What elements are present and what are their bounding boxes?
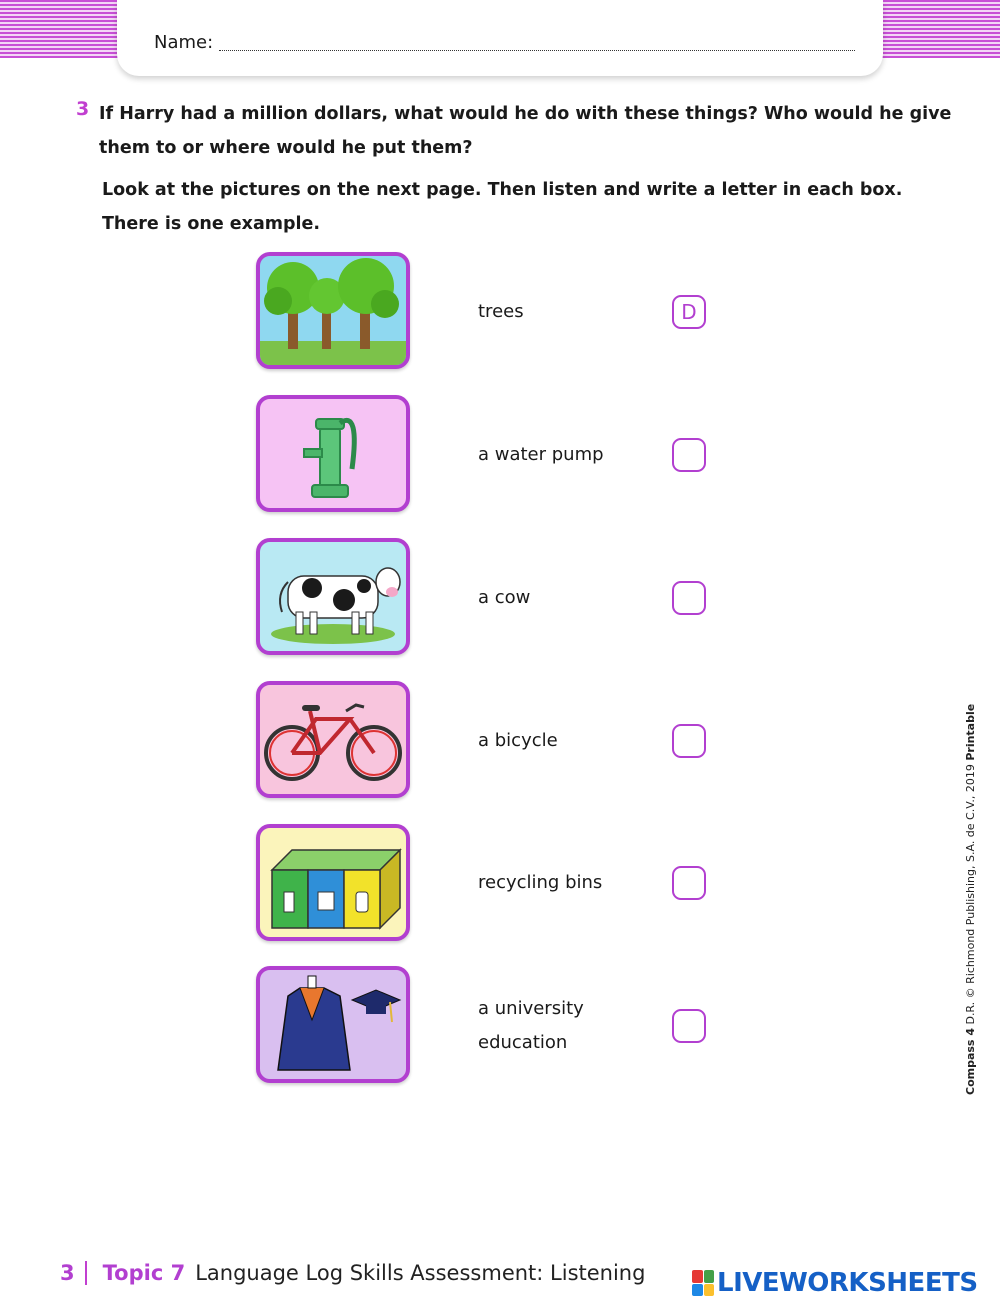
copyright-text: D.R. © Richmond Publishing, S.A. de C.V., 2019	[964, 764, 977, 1025]
item-label-water-pump: a water pump	[478, 444, 604, 465]
question-number: 3	[76, 98, 90, 120]
footer-divider	[85, 1261, 87, 1285]
answer-box-bicycle[interactable]	[672, 724, 706, 758]
page-number: 3	[60, 1261, 75, 1285]
page-footer	[60, 1258, 645, 1288]
name-label: Name:	[154, 32, 214, 53]
liveworksheets-brand: LIVEWORKSHEETS	[717, 1268, 978, 1298]
name-card	[117, 0, 883, 76]
bicycle-picture	[256, 681, 410, 798]
item-label-cow: a cow	[478, 587, 531, 608]
name-input-line[interactable]	[219, 50, 855, 51]
item-label-bicycle: a bicycle	[478, 730, 558, 751]
item-label-recycling-bins: recycling bins	[478, 872, 603, 893]
header-stripes-right	[870, 0, 1000, 58]
answer-box-water-pump[interactable]	[672, 438, 706, 472]
question-text: If Harry had a million dollars, what would he do with these things? Who would he give them to or where would he put them?	[99, 104, 952, 158]
answer-box-cow[interactable]	[672, 581, 706, 615]
instruction-text: Look at the pictures on the next page. Then listen and write a letter in each box. There is one example.	[102, 180, 903, 234]
liveworksheets-icon	[692, 1270, 714, 1296]
header-stripes-left	[0, 0, 130, 58]
trees-picture	[256, 252, 410, 369]
answer-box-recycling-bins[interactable]	[672, 866, 706, 900]
copyright-tag: Printable	[964, 703, 977, 761]
cow-picture	[256, 538, 410, 655]
answer-box-trees[interactable]: D	[672, 295, 706, 329]
liveworksheets-logo[interactable]	[692, 1268, 978, 1298]
copyright-book: Compass 4	[964, 1028, 977, 1095]
item-label-trees: trees	[478, 301, 524, 322]
water-pump-picture	[256, 395, 410, 512]
topic-label: Topic 7	[102, 1261, 186, 1285]
answer-box-university-education[interactable]	[672, 1009, 706, 1043]
copyright-note	[964, 704, 977, 1095]
footer-title: Language Log Skills Assessment: Listening	[195, 1261, 646, 1285]
recycling-bins-picture	[256, 824, 410, 941]
graduation-picture	[256, 966, 410, 1083]
item-label-university-education: a university education	[478, 998, 584, 1053]
